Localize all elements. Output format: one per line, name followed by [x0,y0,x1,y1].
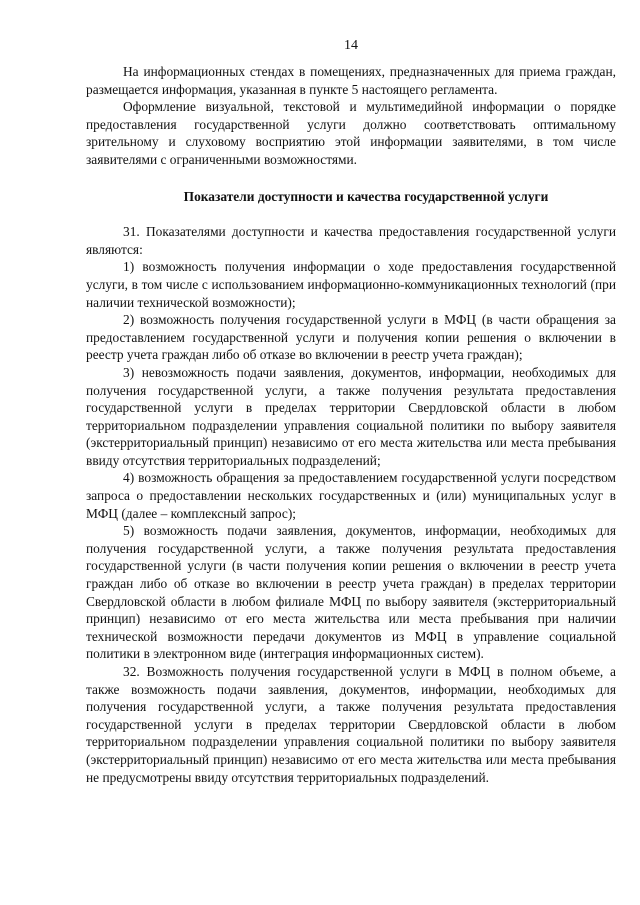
page-number: 14 [344,38,358,53]
paragraph-32: 32. Возможность получения государственной услуги в МФЦ в полном объеме, а также возможность подачи заявления, документов, информации, необходимых для получения государственной услуги, а также получения результата предоставления государственной услуги в пределах территории Свердловской области в любом территориальном подразделении управления социальной политики по выбору заявителя (экстерриториальный принцип) независимо от его места жительства или места пребывания не предусмотрены ввиду отсутствия территориальных подразделений. [86,664,616,785]
list-item-2: 2) возможность получения государственной услуги в МФЦ (в части обращения за предоставлением государственной услуги и получения копии решения о включении в реестр учета граждан либо об отказе во включении в реестр учета граждан); [86,312,616,363]
section-heading: Показатели доступности и качества государственной услуги [183,188,549,204]
list-item-4: 4) возможность обращения за предоставлением государственной услуги посредством запроса о предоставлении нескольких государственных и (или) муниципальных услуг в МФЦ (далее – комплексный запрос); [86,470,616,521]
list-item-1: 1) возможность получения информации о ходе предоставления государственной услуги, в том числе с использованием информационно-коммуникационных технологий (при наличии технической возможности); [86,259,616,310]
intro-paragraph-2: Оформление визуальной, текстовой и мультимедийной информации о порядке предоставления государственной услуги должно соответствовать оптимальному зрительному и слуховому восприятию этой информации заявителями, в том числе заявителями с ограниченными возможностями. [86,99,616,167]
intro-paragraph-1: На информационных стендах в помещениях, предназначенных для приема граждан, размещается информация, указанная в пункте 5 настоящего регламента. [86,64,616,97]
document-page [86,37,616,786]
paragraph-31: 31. Показателями доступности и качества предоставления государственной услуги являются: [86,224,616,257]
list-item-5: 5) возможность подачи заявления, документов, информации, необходимых для получения государственной услуги, а также получения результата предоставления государственной услуги (в части получения копии решения о включении в реестр учета граждан либо об отказе во включении в реестр учета граждан) в пределах территории Свердловской области в любом филиале МФЦ по выбору заявителя (экстерриториальный принцип) независимо от его места жительства или места пребывания при наличии технической возможности передачи документов из МФЦ в управление социальной политики в электронном виде (интеграция информационных систем). [86,523,616,662]
list-item-3: 3) невозможность подачи заявления, документов, информации, необходимых для получения государственной услуги, а также получения результата предоставления государственной услуги в пределах территории Свердловской области в любом территориальном подразделении управления социальной политики по выбору заявителя (экстерриториальный принцип) независимо от его места жительства или места пребывания ввиду отсутствия территориальных подразделений; [86,364,616,468]
